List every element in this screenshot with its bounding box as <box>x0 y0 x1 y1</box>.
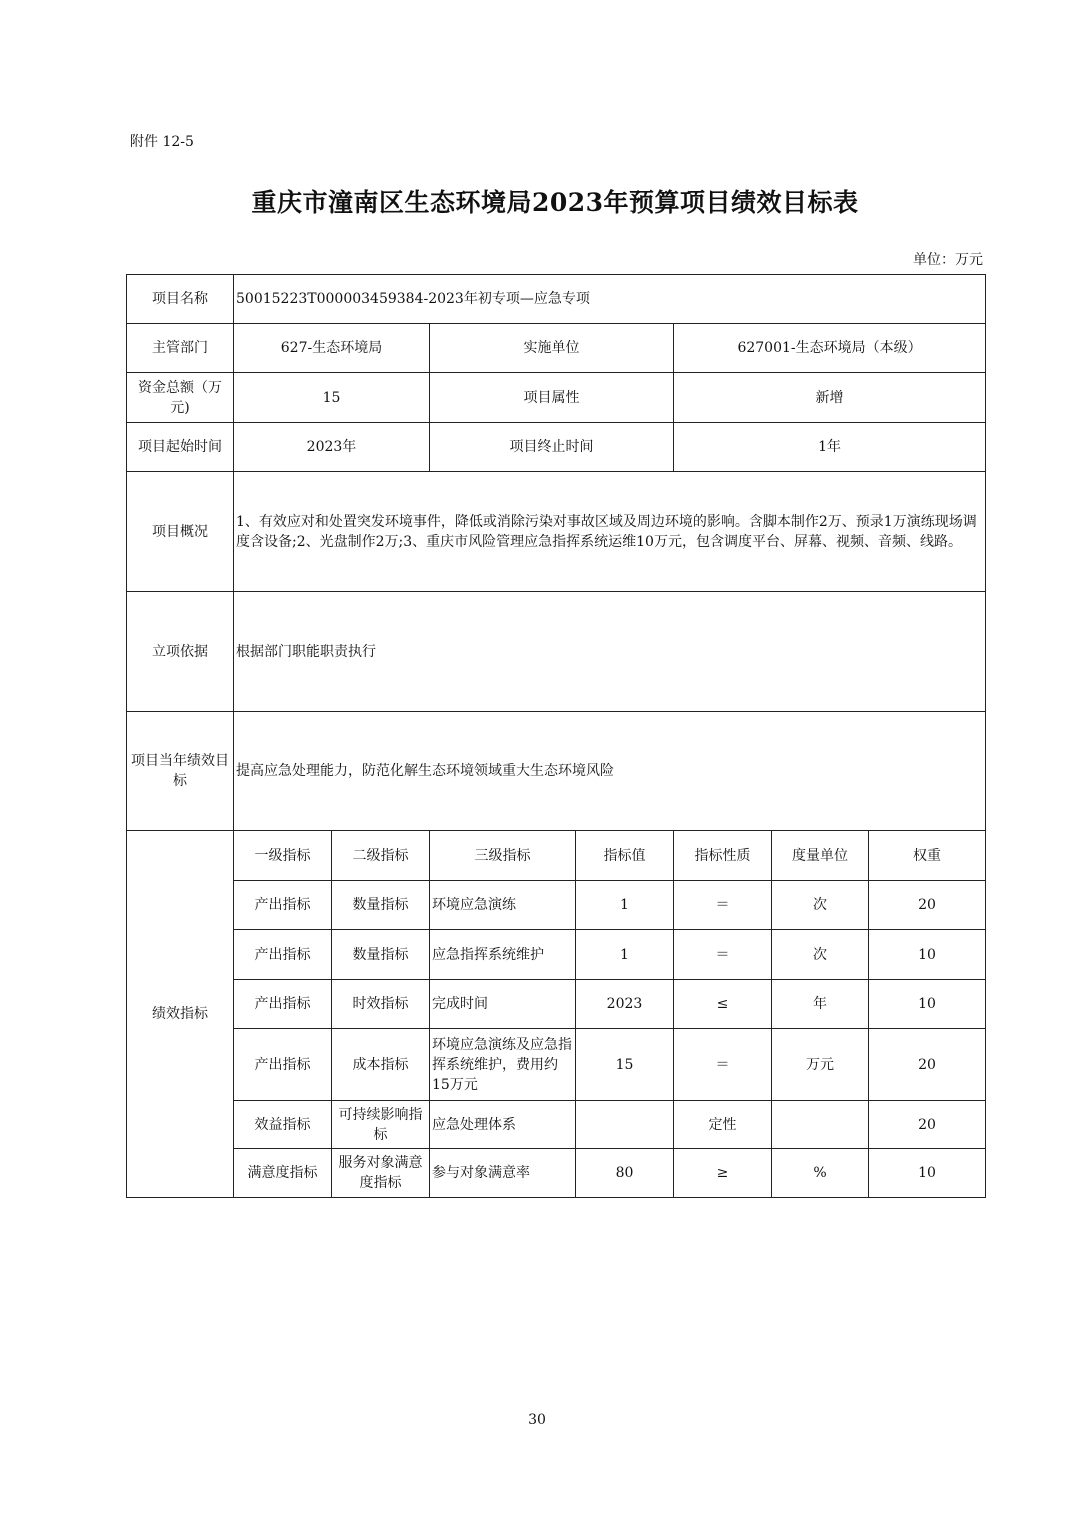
cell: 产出指标 <box>234 980 332 1029</box>
cell: 定性 <box>674 1101 772 1149</box>
cell: 次 <box>772 881 869 930</box>
cell <box>576 1101 674 1149</box>
cell: 环境应急演练及应急指挥系统维护，费用约15万元 <box>430 1029 576 1101</box>
cell: ＝ <box>674 1029 772 1101</box>
cell: 20 <box>869 1029 986 1101</box>
header-cell: 指标性质 <box>674 831 772 881</box>
impl: 627001-生态环境局（本级） <box>674 324 986 373</box>
cell: 10 <box>869 1149 986 1198</box>
cell: 应急指挥系统维护 <box>430 930 576 980</box>
cell: 产出指标 <box>234 881 332 930</box>
fund: 15 <box>234 373 430 423</box>
cell: 次 <box>772 930 869 980</box>
cell: ≥ <box>674 1149 772 1198</box>
cell: 10 <box>869 930 986 980</box>
page-title: 重庆市潼南区生态环境局2023年预算项目绩效目标表 <box>251 188 859 217</box>
cell: ＝ <box>674 930 772 980</box>
goal: 提高应急处理能力，防范化解生态环境领域重大生态环境风险 <box>234 712 986 831</box>
cell: 成本指标 <box>332 1029 430 1101</box>
header-cell: 三级指标 <box>430 831 576 881</box>
project-name-label: 项目名称 <box>127 275 234 324</box>
header-cell: 二级指标 <box>332 831 430 881</box>
impl-label: 实施单位 <box>430 324 674 373</box>
start: 2023年 <box>234 423 430 472</box>
overview-label: 项目概况 <box>127 472 234 592</box>
header-cell: 指标值 <box>576 831 674 881</box>
attr: 新增 <box>674 373 986 423</box>
header-cell: 权重 <box>869 831 986 881</box>
cell: 数量指标 <box>332 930 430 980</box>
cell: 数量指标 <box>332 881 430 930</box>
dept-label: 主管部门 <box>127 324 234 373</box>
basis-label: 立项依据 <box>127 592 234 712</box>
fund-label: 资金总额（万元) <box>127 373 234 423</box>
end: 1年 <box>674 423 986 472</box>
header-cell: 一级指标 <box>234 831 332 881</box>
project-name: 50015223T000003459384-2023年初专项—应急专项 <box>234 275 986 324</box>
cell: ≤ <box>674 980 772 1029</box>
cell: 2023 <box>576 980 674 1029</box>
page-number: 30 <box>528 1412 546 1428</box>
cell: % <box>772 1149 869 1198</box>
overview: 1、有效应对和处置突发环境事件，降低或消除污染对事故区域及周边环境的影响。含脚本制作2万、预录1万演练现场调度含设备;2、光盘制作2万;3、重庆市风险管理应急指挥系统运维10万元，包含调度平台、屏幕、视频、音频、线路。 <box>234 472 986 592</box>
cell: 20 <box>869 1101 986 1149</box>
dept: 627-生态环境局 <box>234 324 430 373</box>
cell: 20 <box>869 881 986 930</box>
unit-label: 单位：万元 <box>913 252 983 268</box>
table-row <box>127 930 986 980</box>
cell: 满意度指标 <box>234 1149 332 1198</box>
cell: 可持续影响指标 <box>332 1101 430 1149</box>
indicators-label: 绩效指标 <box>127 831 234 1198</box>
cell: 万元 <box>772 1029 869 1101</box>
attachment-label: 附件 12-5 <box>130 134 194 150</box>
cell: 效益指标 <box>234 1101 332 1149</box>
cell: 时效指标 <box>332 980 430 1029</box>
cell: 完成时间 <box>430 980 576 1029</box>
cell <box>772 1101 869 1149</box>
end-label: 项目终止时间 <box>430 423 674 472</box>
cell: 服务对象满意度指标 <box>332 1149 430 1198</box>
table-row <box>127 1029 986 1101</box>
goal-label: 项目当年绩效目标 <box>127 712 234 831</box>
cell: 1 <box>576 881 674 930</box>
cell: 15 <box>576 1029 674 1101</box>
table-row <box>127 881 986 930</box>
cell: 应急处理体系 <box>430 1101 576 1149</box>
header-cell: 度量单位 <box>772 831 869 881</box>
table-row <box>127 1101 986 1149</box>
start-label: 项目起始时间 <box>127 423 234 472</box>
cell: 10 <box>869 980 986 1029</box>
cell: 环境应急演练 <box>430 881 576 930</box>
table-row <box>127 1149 986 1198</box>
table-row <box>127 980 986 1029</box>
cell: ＝ <box>674 881 772 930</box>
performance-table <box>126 274 986 1198</box>
cell: 产出指标 <box>234 930 332 980</box>
cell: 80 <box>576 1149 674 1198</box>
cell: 1 <box>576 930 674 980</box>
attr-label: 项目属性 <box>430 373 674 423</box>
cell: 参与对象满意率 <box>430 1149 576 1198</box>
cell: 产出指标 <box>234 1029 332 1101</box>
cell: 年 <box>772 980 869 1029</box>
basis: 根据部门职能职责执行 <box>234 592 986 712</box>
